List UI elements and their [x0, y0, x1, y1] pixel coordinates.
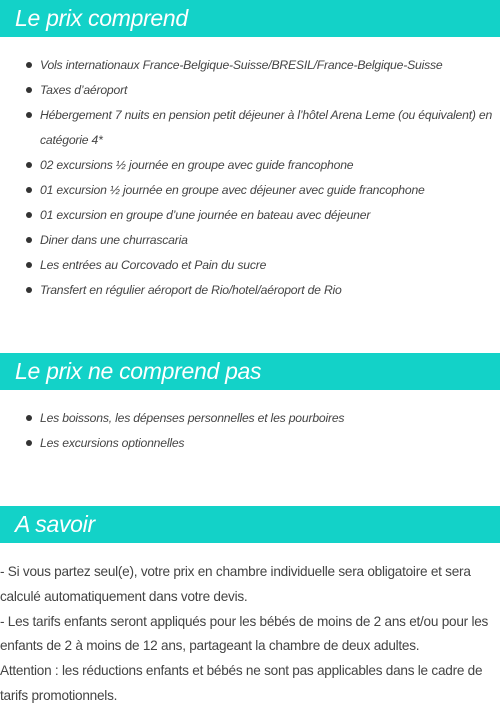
bullet-icon [26, 237, 32, 243]
bullet-icon [26, 87, 32, 93]
list-item [0, 278, 500, 303]
bullet-icon [26, 187, 32, 193]
section-title-info: A savoir [0, 506, 500, 543]
bullet-icon [26, 287, 32, 293]
list-item [0, 78, 500, 103]
included-list [0, 53, 500, 303]
bullet-icon [26, 62, 32, 68]
list-item-text: 01 excursion ½ journée en groupe avec déjeuner avec guide francophone [40, 183, 425, 197]
list-item-text: Diner dans une churrascaria [40, 233, 188, 247]
info-paragraph: - Les tarifs enfants seront appliqués pour les bébés de moins de 2 ans et/ou pour les enfants de 2 à moins de 12 ans, partageant la chambre de deux adultes. [0, 613, 489, 654]
bullet-icon [26, 262, 32, 268]
list-item-text: Hébergement 7 nuits en pension petit déjeuner à l’hôtel Arena Leme (ou équivalent) en catégorie 4* [40, 108, 493, 147]
list-item-text: Transfert en régulier aéroport de Rio/hotel/aéroport de Rio [40, 283, 342, 297]
bullet-icon [26, 415, 32, 421]
bullet-icon [26, 162, 32, 168]
bullet-icon [26, 212, 32, 218]
info-text [0, 560, 500, 709]
excluded-list [0, 406, 500, 456]
list-item [0, 53, 500, 78]
list-item [0, 253, 500, 278]
list-item-text: 02 excursions ½ journée en groupe avec guide francophone [40, 158, 354, 172]
list-item-text: Les boissons, les dépenses personnelles et les pourboires [40, 411, 345, 425]
section-title-excluded: Le prix ne comprend pas [0, 353, 500, 390]
list-item [0, 203, 500, 228]
list-item [0, 103, 500, 153]
list-item-text: Les entrées au Corcovado et Pain du sucre [40, 258, 267, 272]
list-item [0, 406, 500, 431]
list-item [0, 178, 500, 203]
list-item-text: Taxes d’aéroport [40, 83, 128, 97]
bullet-icon [26, 440, 32, 446]
list-item [0, 431, 500, 456]
list-item [0, 228, 500, 253]
list-item-text: Vols internationaux France-Belgique-Suisse/BRESIL/France-Belgique-Suisse [40, 58, 443, 72]
list-item-text: Les excursions optionnelles [40, 436, 185, 450]
list-item-text: 01 excursion en groupe d’une journée en bateau avec déjeuner [40, 208, 371, 222]
info-paragraph: Attention : les réductions enfants et bébés ne sont pas applicables dans le cadre de tarifs promotionnels. [0, 663, 483, 703]
section-title-included: Le prix comprend [0, 0, 500, 37]
bullet-icon [26, 112, 32, 118]
list-item [0, 153, 500, 178]
info-paragraph: - Si vous partez seul(e), votre prix en chambre individuelle sera obligatoire et sera calculé automatiquement dans votre devis. [0, 564, 471, 604]
